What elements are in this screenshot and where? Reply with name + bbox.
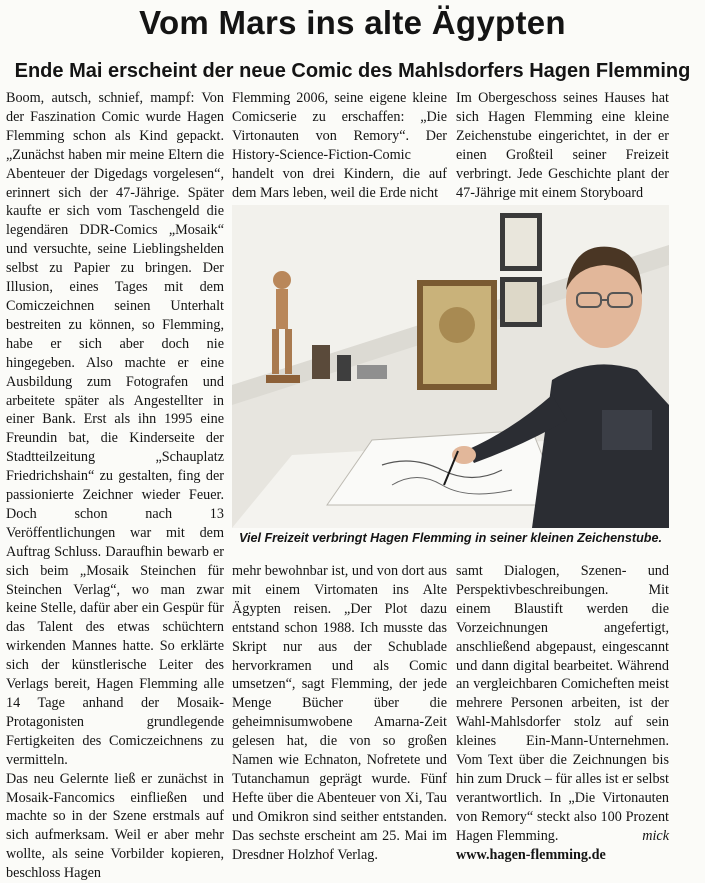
subheadline: Ende Mai erscheint der neue Comic des Mahlsdorfers Hagen Flemming	[14, 60, 691, 82]
article-column-2-top	[232, 89, 447, 203]
article-column-1	[6, 89, 224, 882]
column-2-bottom-text: mehr bewohnbar ist, und von dort aus mit einem Virtomaten ins Alte Ägypten reisen. „Der Plot dazu entstand schon 1988. Ich musste das Skript nur aus der Schublade hervorkramen und als Comic umsetzen“, sagt Flemming, der jede Menge Bücher über die geheimnisumwobene Amarna-Zeit gelesen hat, die von so großen Namen wie Echnaton, Nofretete und Tutanchamun geprägt wurde. Fünf Hefte über die Abenteuer von Xi, Tau und Omikron sind seither entstanden. Das sechste erscheint am 25. Mai im Dresdner Holzhof Verlag.	[232, 563, 447, 863]
column-3-bottom-body: samt Dialogen, Szenen- und Perspektivbeschreibungen. Mit einem Blaustift werden die Vorzeichnungen angefertigt, anschließend abgepaust, eingescannt und dann digital bearbeitet. Während an vergleichbaren Comicheften meist mehrere Personen arbeiten, ist der Wahl-Mahlsdorfer stolz auf sein kleines Ein-Mann-Unternehmen. Vom Text über die Zeichnungen bis hin zum Druck – für alles ist er selbst verantwortlich. In „Die Virtonauten von Remory“ steckt also 100 Prozent Hagen Flemming.	[456, 563, 669, 844]
column-3-top-text: Im Obergeschoss seines Hauses hat sich Hagen Flemming eine kleine Zeichenstube eingerichtet, in der er einen Großteil seiner Freizeit verbringt. Jede Geschichte plant der 47-Jährige mit einem Storyboard	[456, 90, 669, 201]
website-link[interactable]: www.hagen-flemming.de	[456, 846, 606, 863]
column-1-paragraph-1: Boom, autsch, schnief, mampf: Von der Faszination Comic wurde Hagen Flemming schon als Kind gepackt. „Zunächst haben mir meine Eltern die Abenteuer der Digedags vorgelesen“, erinnert sich der 47-Jährige. Später kaufte er sich vom Taschengeld die legendären DDR-Comics „Mosaik“ und versuchte, seine Lieblingshelden selbst zu Papier zu bringen. Der Illusion, eines Tages mit dem Comiczeichnen seinen Unterhalt bestreiten zu können, so Flemming, habe er sich aber doch nie hingegeben. Also machte er eine Ausbildung zum Fotografen und arbeitete später als Angestellter in einer Bank. Erst als ihn 1995 eine Freundin bat, die Kinderseite der Stadtteilzeitung „Schauplatz Friedrichshain“ zu gestalten, fing der passionierte Zeichner wieder Feuer. Doch schon nach 13 Veröffentlichungen war mit dem Auftrag Schluss. Daraufhin bewarb er sich beim „Mosaik Steinchen für Steinchen Verlag“, wo man zwar keine Stelle, dafür aber ein Gespür für das Talent des etwas schüchtern wirkenden Mannes hatte. So erklärte sich der künstlerische Leiter des Verlags bereit, Hagen Flemming alle 14 Tage anhand der Mosaik-Protagonisten grundlegende Fertigkeiten des Comiczeichnens zu vermitteln.	[6, 90, 224, 768]
column-1-paragraph-2: Das neu Gelernte ließ er zunächst in Mosaik-Fancomics einfließen und machte so in der Szene erstmals auf sich aufmerksam. Weil er aber mehr wollte, als seine Vorbilder kopieren, beschloss Hagen	[6, 770, 224, 882]
photo-illustration	[232, 205, 669, 528]
article-column-2-bottom	[232, 562, 447, 863]
column-2-top-text: Flemming 2006, seine eigene kleine Comicserie zu erschaffen: „Die Virtonauten von Remory“. Der History-Science-Fiction-Comic handelt von drei Kindern, die auf dem Mars leben, weil die Erde nicht	[232, 90, 447, 201]
article-column-3-bottom	[456, 562, 669, 863]
column-3-bottom-text	[456, 562, 669, 846]
article-photo	[232, 205, 669, 528]
headline: Vom Mars ins alte Ägypten	[139, 4, 566, 41]
photo-caption: Viel Freizeit verbringt Hagen Flemming in seiner kleinen Zeichenstube.	[239, 531, 662, 545]
author-signature: mick	[642, 827, 669, 844]
article-column-3-top	[456, 89, 669, 203]
